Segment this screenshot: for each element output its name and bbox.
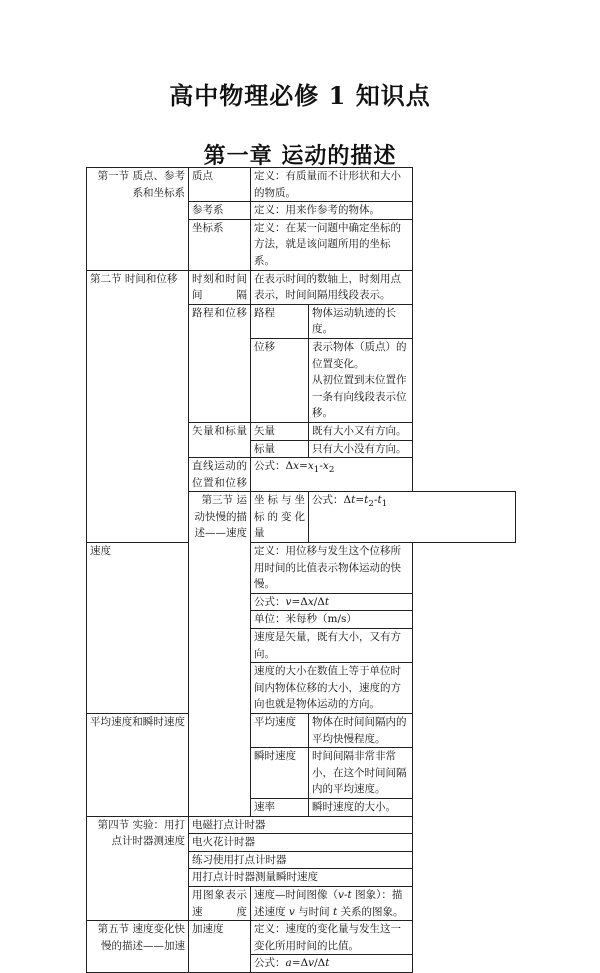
section-5-name: 第五节 速度变化快慢的描述——加速 <box>87 921 189 973</box>
def-rate: 瞬时速度的大小。 <box>309 798 413 816</box>
def-acceleration: 定义：速度的变化量与发生这一变化所用时间的比值。 <box>251 921 413 955</box>
term-vector: 矢量 <box>251 422 309 440</box>
term-rate: 速率 <box>251 798 309 816</box>
item-electromagnetic-timer: 电磁打点计时器 <box>189 816 413 834</box>
table-row <box>87 543 516 594</box>
topic-cankaoxi: 参考系 <box>189 202 251 220</box>
def-vector: 既有大小又有方向。 <box>309 422 413 440</box>
table-row <box>87 168 516 202</box>
note-speed-vector: 速度是矢量，既有大小，又有方向。 <box>251 629 413 663</box>
topic-zhidian: 质点 <box>189 168 251 202</box>
item-practice-timer: 练习使用打点计时器 <box>189 851 413 869</box>
topic-time-interval: 时刻和时间间隔 <box>189 270 251 304</box>
term-average-speed: 平均速度 <box>251 714 309 748</box>
topic-zuobiaoxi: 坐标系 <box>189 219 251 270</box>
note-speed-magnitude: 速度的大小在数值上等于单位时间内物体位移的大小，速度的方向也就是物体运动的方向。 <box>251 663 413 714</box>
term-path: 路程 <box>251 304 309 338</box>
formula-acceleration: 公式：a=Δv/Δt <box>251 955 413 973</box>
topic-linear-motion: 直线运动的位置和位移 <box>189 458 251 492</box>
topic-graph-speed: 用图象表示速度 <box>189 886 251 920</box>
section-4-name: 第四节 实验：用打点计时器测速度 <box>87 816 189 921</box>
topic-vector-scalar: 矢量和标量 <box>189 422 251 457</box>
table-row <box>87 816 516 834</box>
item-spark-timer: 电火花计时器 <box>189 834 413 852</box>
def-instant-speed: 时间间隔非常非常小，在这个时间间隔内的平均速度。 <box>309 748 413 799</box>
chapter-heading: 第一章 运动的描述 <box>203 143 397 169</box>
formula-speed: 公式：v=Δx/Δt <box>251 593 413 611</box>
def-speed: 定义：用位移与发生这个位移所用时间的比值表示物体运动的快慢。 <box>251 543 413 594</box>
section-3-name: 第三节 运动快慢的描述——速度 <box>189 492 251 816</box>
term-instant-speed: 瞬时速度 <box>251 748 309 799</box>
def-time-interval: 在表示时间的数轴上，时刻用点表示，时间间隔用线段表示。 <box>251 270 413 304</box>
formula-time-change: 公式：$\Delta t=t_2-t_1$ <box>309 492 516 543</box>
formula-displacement: 公式：$\Delta x=x_1-x_2$ <box>251 458 413 492</box>
topic-speed: 速度 <box>87 543 189 714</box>
def-displacement <box>309 338 413 422</box>
def-path: 物体运动轨迹的长度。 <box>309 304 413 338</box>
def-average-speed: 物体在时间间隔内的平均快慢程度。 <box>309 714 413 748</box>
def-scalar: 只有大小没有方向。 <box>309 440 413 458</box>
table-row <box>87 921 516 955</box>
def-zhidian: 定义：有质量而不计形状和大小的物质。 <box>251 168 413 202</box>
item-measure-instant-speed: 用打点计时器测量瞬时速度 <box>189 869 413 887</box>
topic-acceleration: 加速度 <box>189 921 251 973</box>
section-2-name: 第二节 时间和位移 <box>87 270 189 543</box>
def-zuobiaoxi: 定义：在某一问题中确定坐标的方法，就是该问题所用的坐标系。 <box>251 219 413 270</box>
document-title: 高中物理必修 1 知识点 <box>169 81 431 110</box>
knowledge-table <box>86 167 516 973</box>
topic-coordinate-change: 坐标与坐标的变化量 <box>251 492 309 543</box>
topic-path-displacement: 路程和位移 <box>189 304 251 422</box>
term-scalar: 标量 <box>251 440 309 458</box>
def-cankaoxi: 定义：用来作参考的物体。 <box>251 202 413 220</box>
unit-speed: 单位：米每秒（m/s） <box>251 611 413 629</box>
def-displacement-line2: 从初位置到末位置作一条有向线段表示位移。 <box>312 374 407 420</box>
table-row <box>87 714 516 748</box>
def-vt-graph: 速度—时间图像（v-t 图象）：描述速度 v 与时间 t 关系的图象。 <box>251 886 413 920</box>
topic-average-instant-speed: 平均速度和瞬时速度 <box>87 714 189 817</box>
def-displacement-line1: 表示物体（质点）的位置变化。 <box>312 340 407 370</box>
section-1-name: 第一节 质点、参考系和坐标系 <box>87 168 189 271</box>
term-displacement: 位移 <box>251 338 309 422</box>
table-row <box>87 270 516 304</box>
